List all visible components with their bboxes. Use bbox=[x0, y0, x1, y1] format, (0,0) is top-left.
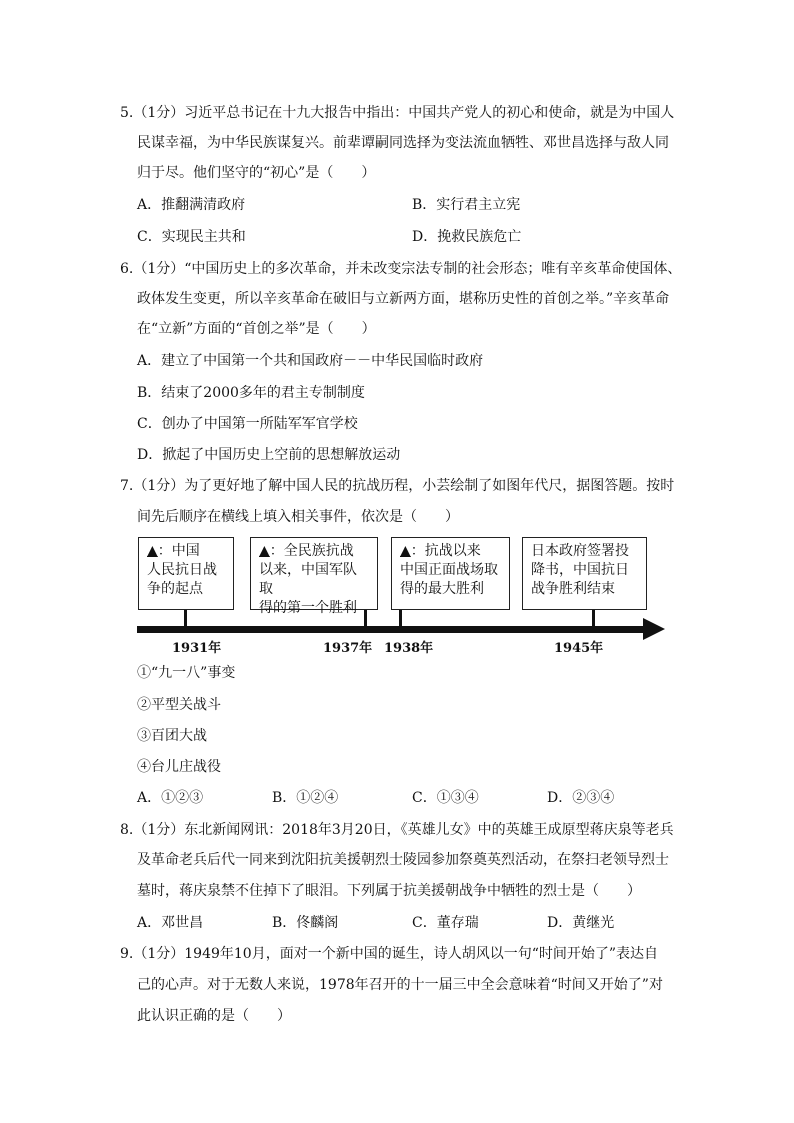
timeline-box-text: ：中国 bbox=[157, 543, 200, 559]
blank-marker: ▲ bbox=[259, 543, 270, 559]
question-5-option-a: A．推翻满清政府 bbox=[137, 197, 246, 213]
question-8-stem-line-1: 8.（1分）东北新闻网讯：2018年3月20日，《英雄儿女》中的英雄王成原型蒋庆泉等老兵 bbox=[120, 822, 674, 838]
timeline-axis bbox=[137, 626, 647, 633]
timeline-box-text: 得的最大胜利 bbox=[400, 581, 484, 597]
timeline-box-text: 得的第一个胜利 bbox=[259, 600, 357, 616]
question-9-stem-line-2: 己的心声。对于无数人来说，1978年召开的十一届三中全会意味着“时间又开始了”对 bbox=[137, 977, 663, 993]
question-5-stem-line-3: 归于尽。他们坚守的“初心”是（ ） bbox=[137, 165, 376, 181]
timeline-box-text: ：全民族抗战 bbox=[269, 543, 354, 559]
question-6-stem-line-3: 在“立新”方面的“首创之举”是（ ） bbox=[137, 321, 376, 337]
question-7-stem-line-2: 间先后顺序在横线上填入相关事件，依次是（ ） bbox=[137, 509, 459, 525]
question-7-option-c: C．①③④ bbox=[412, 790, 479, 806]
question-8-option-a: A．邓世昌 bbox=[137, 915, 204, 931]
question-8-stem-line-3: 墓时，蒋庆泉禁不住掉下了眼泪。下列属于抗美援朝战争中牺牲的烈士是（ ） bbox=[137, 883, 641, 899]
timeline-box-text: 人民抗日战 bbox=[147, 562, 217, 578]
question-8-stem-line-2: 及革命老兵后代一同来到沈阳抗美援朝烈士陵园参加祭奠英烈活动，在祭扫老领导烈士 bbox=[137, 852, 669, 868]
timeline-box-1937 bbox=[250, 537, 378, 616]
question-9-stem-line-1: 9.（1分）1949年10月，面对一个新中国的诞生，诗人胡风以一句“时间开始了”表达自 bbox=[120, 946, 659, 962]
timeline-arrow-icon bbox=[643, 618, 665, 640]
question-8-option-b: B．佟麟阁 bbox=[272, 915, 339, 931]
timeline-box-text: 降书，中国抗日 bbox=[531, 562, 629, 578]
question-6-stem-line-1: 6.（1分）“中国历史上的多次革命，并未改变宗法专制的社会形态；唯有辛亥革命使国体、 bbox=[120, 261, 682, 277]
timeline-box-1938 bbox=[391, 537, 510, 610]
question-7-item-3: ③百团大战 bbox=[137, 728, 207, 744]
question-5-option-c: C．实现民主共和 bbox=[137, 229, 246, 245]
question-8-option-c: C．董存瑞 bbox=[412, 915, 479, 931]
timeline-box-text: 中国正面战场取 bbox=[400, 562, 498, 578]
question-7-option-a: A．①②③ bbox=[137, 790, 204, 806]
timeline-box-text: 战争胜利结束 bbox=[531, 581, 615, 597]
question-9-stem-line-3: 此认识正确的是（ ） bbox=[137, 1008, 291, 1024]
timeline-box-text: 争的起点 bbox=[147, 581, 203, 597]
question-7-item-2: ②平型关战斗 bbox=[137, 697, 221, 713]
timeline-box-text: 日本政府签署投 bbox=[531, 543, 629, 559]
timeline-box-1945 bbox=[522, 537, 647, 610]
question-5-stem-line-2: 民谋幸福，为中华民族谋复兴。前辈谭嗣同选择为变法流血牺牲、邓世昌选择与敌人同 bbox=[137, 135, 669, 151]
question-5-option-b: B．实行君主立宪 bbox=[412, 197, 521, 213]
timeline-year-1931: 1931年 bbox=[172, 641, 222, 656]
question-5-stem-line-1: 5.（1分）习近平总书记在十九大报告中指出：中国共产党人的初心和使命，就是为中国人 bbox=[120, 105, 675, 121]
question-6-option-c: C．创办了中国第一所陆军军官学校 bbox=[137, 416, 358, 432]
question-7-stem-line-1: 7.（1分）为了更好地了解中国人民的抗战历程，小芸绘制了如图年代尺，据图答题。按时 bbox=[120, 478, 675, 494]
question-5-option-d: D．挽救民族危亡 bbox=[412, 229, 522, 245]
question-6-stem-line-2: 政体发生变更，所以辛亥革命在破旧与立新两方面，堪称历史性的首创之举。”辛亥革命 bbox=[137, 291, 670, 307]
question-7-option-d: D．②③④ bbox=[547, 790, 615, 806]
question-6-option-b: B．结束了2000多年的君主专制制度 bbox=[137, 385, 365, 401]
timeline-year-1945: 1945年 bbox=[554, 641, 604, 656]
timeline-box-text: 以来，中国军队取 bbox=[259, 562, 357, 597]
question-7-item-1: ①“九一八”事变 bbox=[137, 665, 236, 681]
question-8-option-d: D．黄继光 bbox=[547, 915, 615, 931]
question-7-option-b: B．①②④ bbox=[272, 790, 339, 806]
blank-marker: ▲ bbox=[400, 543, 411, 559]
timeline-box-text: ：抗战以来 bbox=[410, 543, 481, 559]
blank-marker: ▲ bbox=[147, 543, 158, 559]
timeline-box-1931 bbox=[138, 537, 234, 610]
timeline-year-1937: 1937年 bbox=[323, 641, 373, 656]
timeline-year-1938: 1938年 bbox=[384, 641, 434, 656]
question-6-option-a: A．建立了中国第一个共和国政府－－中华民国临时政府 bbox=[137, 353, 484, 369]
question-7-item-4: ④台儿庄战役 bbox=[137, 759, 221, 775]
question-6-option-d: D．掀起了中国历史上空前的思想解放运动 bbox=[137, 447, 401, 463]
